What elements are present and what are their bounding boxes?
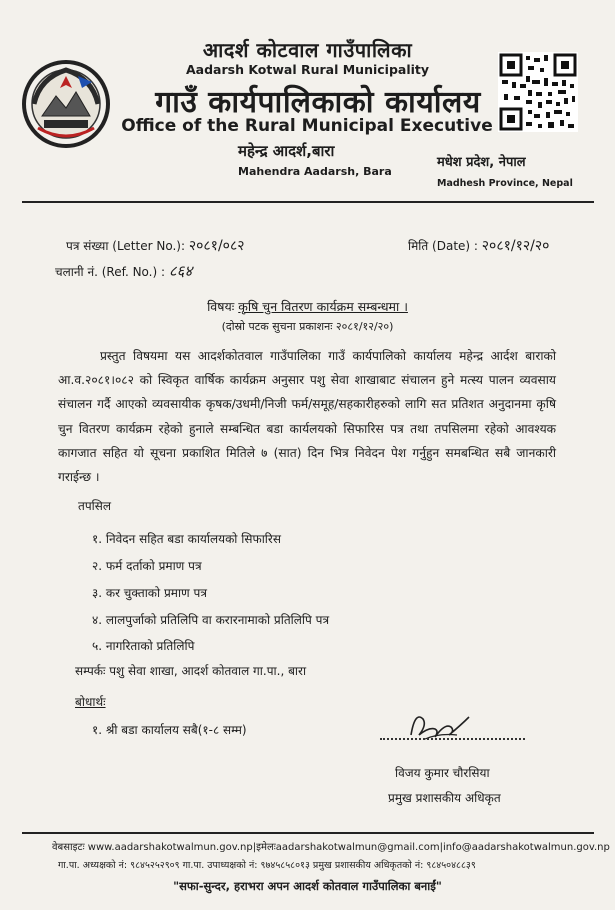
subject-label: विषयः <box>207 299 235 314</box>
date-label: मिति (Date) : <box>408 239 478 253</box>
reference-number <box>55 261 192 281</box>
signature-line <box>380 738 525 740</box>
letter-no-label: पत्र संख्या (Letter No.): <box>66 239 185 253</box>
office-name-np: गाउँ कार्यपालिकाको कार्यालय <box>155 85 481 120</box>
signatory-role: प्रमुख प्रशासकीय अधिकृत <box>388 791 501 805</box>
subject-text: कृषि चुन वितरण कार्यक्रम सम्बन्धमा । <box>238 299 408 314</box>
office-name-en: Office of the Rural Municipal Executive <box>121 116 493 136</box>
list-item: १. निवेदन सहित बडा कार्यालयको सिफारिस <box>92 532 281 546</box>
date-value: २०८१/१२/२० <box>481 238 550 254</box>
footer-divider <box>22 832 594 834</box>
ref-no-label: चलानी नं. (Ref. No.) : <box>55 265 166 279</box>
signatory-name: विजय कुमार चौरसिया <box>395 766 490 780</box>
location-np: महेन्द्र आदर्श,बारा <box>238 142 335 160</box>
tapasil-heading: तपसिल <box>78 499 112 513</box>
bodhartha-item: १. श्री बडा कार्यालय सबै(१-८ सम्म) <box>92 723 247 737</box>
list-item: ५. नागरिताको प्रतिलिपि <box>92 639 195 653</box>
bodhartha-heading: बोधार्थः <box>75 695 106 709</box>
letter-number <box>66 236 245 255</box>
municipality-name-en: Aadarsh Kotwal Rural Municipality <box>185 62 430 77</box>
footer-slogan: "सफा-सुन्दर, हराभरा अपन आदर्श कोतवाल गाउँपालिका बनाईं" <box>173 879 442 893</box>
contact-line: सम्पर्कः पशु सेवा शाखा, आदर्श कोतवाल गा.पा., बारा <box>75 664 307 678</box>
list-item: २. फर्म दर्ताको प्रमाण पत्र <box>92 559 202 573</box>
footer-contacts: वेबसाइटः www.aadarshakotwalmun.gov.np|इमेलःaadarshakotwalmun@gmail.com|info@aadarshakotwalmun.gov.np <box>52 842 610 853</box>
list-item: ४. लालपुर्जाको प्रतिलिपि वा करारनामाको प्रतिलिपि पत्र <box>92 613 330 627</box>
list-item: ३. कर चुक्ताको प्रमाण पत्र <box>92 586 207 600</box>
letter-date <box>408 236 549 255</box>
footer-phones: गा.पा. अध्यक्षको नं: ९८४५२५२९०९ गा.पा. उपाध्यक्षको नं: ९७४५८५८०१३ प्रमुख प्रशासकीय अधिकृतको नं: ९८४५०४८८३९ <box>58 860 476 871</box>
province-en: Madhesh Province, Nepal <box>437 178 573 189</box>
signature-icon <box>405 705 475 747</box>
location-en: Mahendra Aadarsh, Bara <box>238 165 392 178</box>
ref-no-value: ८६४ <box>168 262 193 280</box>
municipality-name-np: आदर्श कोटवाल गाउँपालिका <box>202 38 413 62</box>
header-divider <box>22 201 594 203</box>
notice-body: प्रस्तुत विषयमा यस आदर्शकोतवाल गाउँपालिका गाउँ कार्यपालिको कार्यालय महेन्द्र आर्दश बाराको आ.व.२०८१।०८२ को स्विकृत वार्षिक कार्यक्रम अनुसार पशु सेवा शाखाबाट संचालन हुने मत्स्य पालन व्यवसाय संचालन गर्दै आएको व्यवसायीक कृषक/उधमी/निजी फर्म/समूह/सहकारीहरुको लागि सत प्रतिशत अनुदानमा कृषि चुन वितरण कार्यक्रम रहेको हुनाले सम्बन्धित बडा कार्यलयको सिफारिस पत्र तथा तपसिलमा रहेको आवश्यक कागजात सहित यो सूचना प्रकाशित मितिले ७ (सात) दिन भित्र निवेदन पेश गर्नुहुन समबन्धित सबै जानकारी गराईन्छ । <box>58 349 556 485</box>
letter-no-value: २०८१/०८२ <box>188 238 245 254</box>
province-np: मधेश प्रदेश, नेपाल <box>437 155 526 170</box>
subject-line <box>0 298 615 315</box>
subject-note: (दोस्रो पटक सुचना प्रकाशनः २०८१/१२/२०) <box>221 320 394 333</box>
